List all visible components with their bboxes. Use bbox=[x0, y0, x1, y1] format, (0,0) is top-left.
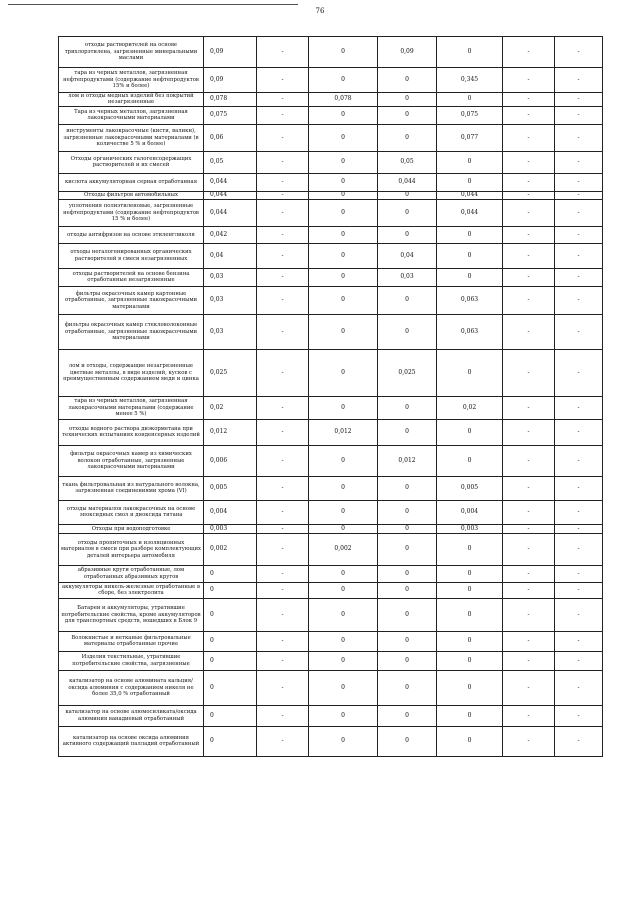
value-cell-c4: 0 bbox=[378, 582, 437, 598]
value-cell-c2: - bbox=[257, 419, 309, 445]
value-cell-c7: - bbox=[555, 524, 603, 533]
value-cell-c6: - bbox=[503, 93, 555, 107]
waste-name-cell: катализатор на основе алюмосиликата/оксида алюминия ванадиевый отработанный bbox=[59, 705, 204, 726]
value-cell-c3: 0 bbox=[309, 106, 378, 124]
value-cell-c1: 0,078 bbox=[204, 93, 257, 107]
value-cell-c3: 0 bbox=[309, 524, 378, 533]
value-cell-c7: - bbox=[555, 106, 603, 124]
value-cell-c3: 0 bbox=[309, 445, 378, 476]
table-body bbox=[59, 37, 603, 757]
value-cell-c3: 0 bbox=[309, 582, 378, 598]
value-cell-c5: 0 bbox=[437, 37, 503, 68]
value-cell-c1: 0,012 bbox=[204, 419, 257, 445]
waste-name-cell: абразивные круги отработанные, лом отработанных абразивных кругов bbox=[59, 565, 204, 582]
value-cell-c3: 0 bbox=[309, 243, 378, 268]
table-row bbox=[59, 582, 603, 598]
value-cell-c3: 0 bbox=[309, 314, 378, 349]
value-cell-c3: 0 bbox=[309, 199, 378, 226]
value-cell-c6: - bbox=[503, 500, 555, 524]
value-cell-c4: 0 bbox=[378, 314, 437, 349]
value-cell-c7: - bbox=[555, 37, 603, 68]
waste-name-cell: отходы растворителей на основе бензина отработанные незагрязненные bbox=[59, 268, 204, 286]
value-cell-c1: 0,03 bbox=[204, 286, 257, 314]
value-cell-c5: 0 bbox=[437, 226, 503, 243]
table-row bbox=[59, 726, 603, 756]
value-cell-c3: 0 bbox=[309, 68, 378, 93]
value-cell-c6: - bbox=[503, 243, 555, 268]
value-cell-c7: - bbox=[555, 226, 603, 243]
value-cell-c1: 0,09 bbox=[204, 68, 257, 93]
waste-name-cell: отходы пропиточных и изоляционных материалов в смеси при разборе комплектующих деталей интерьера автомобиля bbox=[59, 533, 204, 565]
value-cell-c3: 0,012 bbox=[309, 419, 378, 445]
value-cell-c4: 0 bbox=[378, 670, 437, 705]
value-cell-c5: 0,063 bbox=[437, 286, 503, 314]
value-cell-c4: 0,012 bbox=[378, 445, 437, 476]
table-row bbox=[59, 286, 603, 314]
value-cell-c6: - bbox=[503, 106, 555, 124]
value-cell-c6: - bbox=[503, 396, 555, 419]
value-cell-c2: - bbox=[257, 476, 309, 500]
value-cell-c2: - bbox=[257, 199, 309, 226]
waste-name-cell: отходы растворителей на основе трихлорэтилена, загрязненные минеральными маслами bbox=[59, 37, 204, 68]
value-cell-c2: - bbox=[257, 173, 309, 191]
value-cell-c3: 0,078 bbox=[309, 93, 378, 107]
value-cell-c2: - bbox=[257, 314, 309, 349]
waste-name-cell: Батареи и аккумуляторы, утратившие потребительские свойства, кроме аккумуляторов для транспортных средств, вошедших в Блок 9 bbox=[59, 598, 204, 631]
waste-name-cell: фильтры окрасочных камер из химических волокон отработанные, загрязненные лакокрасочными материалами bbox=[59, 445, 204, 476]
waste-name-cell: кислота аккумуляторная серная отработанная bbox=[59, 173, 204, 191]
table-row bbox=[59, 598, 603, 631]
waste-name-cell: катализатор на основе оксида алюминия активного содержащий палладий отработанный bbox=[59, 726, 204, 756]
value-cell-c2: - bbox=[257, 151, 309, 173]
value-cell-c6: - bbox=[503, 533, 555, 565]
value-cell-c2: - bbox=[257, 191, 309, 199]
value-cell-c4: 0 bbox=[378, 651, 437, 670]
value-cell-c5: 0,044 bbox=[437, 199, 503, 226]
value-cell-c1: 0,002 bbox=[204, 533, 257, 565]
value-cell-c6: - bbox=[503, 524, 555, 533]
value-cell-c2: - bbox=[257, 598, 309, 631]
value-cell-c5: 0 bbox=[437, 349, 503, 396]
value-cell-c3: 0 bbox=[309, 565, 378, 582]
value-cell-c2: - bbox=[257, 705, 309, 726]
value-cell-c2: - bbox=[257, 445, 309, 476]
waste-name-cell: лом и отходы медных изделий без покрытий незагрязненные bbox=[59, 93, 204, 107]
value-cell-c3: 0 bbox=[309, 349, 378, 396]
value-cell-c2: - bbox=[257, 106, 309, 124]
value-cell-c3: 0 bbox=[309, 124, 378, 151]
waste-name-cell: отходы негалогенированных органических растворителей в смеси незагрязненных bbox=[59, 243, 204, 268]
value-cell-c5: 0,075 bbox=[437, 106, 503, 124]
value-cell-c2: - bbox=[257, 524, 309, 533]
value-cell-c7: - bbox=[555, 349, 603, 396]
value-cell-c2: - bbox=[257, 582, 309, 598]
value-cell-c6: - bbox=[503, 445, 555, 476]
value-cell-c6: - bbox=[503, 286, 555, 314]
value-cell-c4: 0 bbox=[378, 476, 437, 500]
value-cell-c5: 0 bbox=[437, 268, 503, 286]
top-rule bbox=[8, 4, 298, 5]
value-cell-c4: 0 bbox=[378, 631, 437, 651]
value-cell-c1: 0,05 bbox=[204, 151, 257, 173]
value-cell-c3: 0 bbox=[309, 500, 378, 524]
value-cell-c5: 0 bbox=[437, 243, 503, 268]
waste-name-cell: тара из черных металлов, загрязненная нефтепродуктами (содержание нефтепродуктов 15% и более) bbox=[59, 68, 204, 93]
table-row bbox=[59, 419, 603, 445]
value-cell-c4: 0 bbox=[378, 226, 437, 243]
value-cell-c7: - bbox=[555, 582, 603, 598]
waste-name-cell: отходы водного раствора диэкорметана при технических испытаниях конденсерных изделий bbox=[59, 419, 204, 445]
value-cell-c5: 0,004 bbox=[437, 500, 503, 524]
table-row bbox=[59, 705, 603, 726]
value-cell-c4: 0,04 bbox=[378, 243, 437, 268]
value-cell-c4: 0,09 bbox=[378, 37, 437, 68]
value-cell-c1: 0,02 bbox=[204, 396, 257, 419]
waste-name-cell: Отходы фильтров автомобильных bbox=[59, 191, 204, 199]
value-cell-c5: 0 bbox=[437, 705, 503, 726]
value-cell-c3: 0 bbox=[309, 37, 378, 68]
value-cell-c2: - bbox=[257, 349, 309, 396]
value-cell-c3: 0 bbox=[309, 151, 378, 173]
value-cell-c3: 0 bbox=[309, 191, 378, 199]
value-cell-c5: 0 bbox=[437, 445, 503, 476]
value-cell-c6: - bbox=[503, 173, 555, 191]
table-row bbox=[59, 670, 603, 705]
value-cell-c4: 0 bbox=[378, 705, 437, 726]
table-row bbox=[59, 226, 603, 243]
waste-name-cell: ткань фильтровальная из натурального волокна, загрязненная соединениями хрома (VI) bbox=[59, 476, 204, 500]
table-row bbox=[59, 37, 603, 68]
value-cell-c5: 0 bbox=[437, 670, 503, 705]
value-cell-c7: - bbox=[555, 151, 603, 173]
value-cell-c7: - bbox=[555, 243, 603, 268]
value-cell-c6: - bbox=[503, 191, 555, 199]
value-cell-c7: - bbox=[555, 396, 603, 419]
value-cell-c4: 0 bbox=[378, 199, 437, 226]
value-cell-c6: - bbox=[503, 68, 555, 93]
value-cell-c4: 0 bbox=[378, 124, 437, 151]
value-cell-c2: - bbox=[257, 726, 309, 756]
table-row bbox=[59, 243, 603, 268]
value-cell-c6: - bbox=[503, 268, 555, 286]
value-cell-c6: - bbox=[503, 670, 555, 705]
value-cell-c7: - bbox=[555, 476, 603, 500]
value-cell-c7: - bbox=[555, 651, 603, 670]
value-cell-c6: - bbox=[503, 124, 555, 151]
value-cell-c7: - bbox=[555, 445, 603, 476]
waste-name-cell: тара из черных металлов, загрязненная лакокрасочными материалами (содержание менее 5 %) bbox=[59, 396, 204, 419]
value-cell-c7: - bbox=[555, 199, 603, 226]
table-row bbox=[59, 191, 603, 199]
value-cell-c6: - bbox=[503, 726, 555, 756]
value-cell-c3: 0 bbox=[309, 670, 378, 705]
value-cell-c3: 0 bbox=[309, 631, 378, 651]
table-row bbox=[59, 173, 603, 191]
value-cell-c2: - bbox=[257, 670, 309, 705]
value-cell-c7: - bbox=[555, 726, 603, 756]
value-cell-c1: 0,09 bbox=[204, 37, 257, 68]
table-row bbox=[59, 349, 603, 396]
value-cell-c5: 0 bbox=[437, 565, 503, 582]
value-cell-c1: 0,005 bbox=[204, 476, 257, 500]
waste-table bbox=[58, 36, 603, 757]
value-cell-c3: 0 bbox=[309, 705, 378, 726]
waste-name-cell: уплотнения полиэтиленовые, загрязненные нефтепродуктами (содержание нефтепродуктов 15 % и более) bbox=[59, 199, 204, 226]
value-cell-c5: 0 bbox=[437, 598, 503, 631]
value-cell-c5: 0 bbox=[437, 151, 503, 173]
value-cell-c7: - bbox=[555, 670, 603, 705]
table-row bbox=[59, 106, 603, 124]
value-cell-c7: - bbox=[555, 533, 603, 565]
value-cell-c1: 0,06 bbox=[204, 124, 257, 151]
value-cell-c5: 0,044 bbox=[437, 191, 503, 199]
value-cell-c6: - bbox=[503, 651, 555, 670]
value-cell-c6: - bbox=[503, 314, 555, 349]
value-cell-c7: - bbox=[555, 565, 603, 582]
value-cell-c5: 0 bbox=[437, 533, 503, 565]
value-cell-c7: - bbox=[555, 705, 603, 726]
value-cell-c4: 0 bbox=[378, 106, 437, 124]
value-cell-c4: 0 bbox=[378, 419, 437, 445]
value-cell-c6: - bbox=[503, 226, 555, 243]
waste-name-cell: Отходы органических галогенсодержащих растворителей и их смесей bbox=[59, 151, 204, 173]
value-cell-c2: - bbox=[257, 124, 309, 151]
waste-name-cell: фильтры окрасочных камер стекловолоконные отработанные, загрязненные лакокрасочными материалами bbox=[59, 314, 204, 349]
value-cell-c7: - bbox=[555, 93, 603, 107]
value-cell-c3: 0,002 bbox=[309, 533, 378, 565]
value-cell-c4: 0 bbox=[378, 726, 437, 756]
value-cell-c2: - bbox=[257, 565, 309, 582]
value-cell-c7: - bbox=[555, 191, 603, 199]
value-cell-c1: 0,044 bbox=[204, 199, 257, 226]
value-cell-c2: - bbox=[257, 243, 309, 268]
value-cell-c1: 0 bbox=[204, 565, 257, 582]
value-cell-c4: 0,044 bbox=[378, 173, 437, 191]
table-row bbox=[59, 631, 603, 651]
value-cell-c7: - bbox=[555, 598, 603, 631]
value-cell-c2: - bbox=[257, 68, 309, 93]
table-row bbox=[59, 124, 603, 151]
value-cell-c3: 0 bbox=[309, 598, 378, 631]
value-cell-c3: 0 bbox=[309, 268, 378, 286]
value-cell-c2: - bbox=[257, 226, 309, 243]
value-cell-c6: - bbox=[503, 151, 555, 173]
value-cell-c1: 0,03 bbox=[204, 268, 257, 286]
table-row bbox=[59, 524, 603, 533]
waste-name-cell: Тара из черных металлов, загрязненная лакокрасочными материалами bbox=[59, 106, 204, 124]
value-cell-c1: 0,003 bbox=[204, 524, 257, 533]
value-cell-c5: 0,063 bbox=[437, 314, 503, 349]
waste-name-cell: отходы антифризов на основе этиленгликоля bbox=[59, 226, 204, 243]
value-cell-c1: 0,044 bbox=[204, 191, 257, 199]
value-cell-c2: - bbox=[257, 500, 309, 524]
value-cell-c6: - bbox=[503, 598, 555, 631]
table-row bbox=[59, 314, 603, 349]
waste-name-cell: Волокнистые и нетканые фильтровальные материалы отработанные прочие bbox=[59, 631, 204, 651]
value-cell-c7: - bbox=[555, 500, 603, 524]
value-cell-c5: 0 bbox=[437, 419, 503, 445]
value-cell-c5: 0 bbox=[437, 582, 503, 598]
value-cell-c6: - bbox=[503, 582, 555, 598]
value-cell-c3: 0 bbox=[309, 396, 378, 419]
waste-name-cell: фильтры окрасочных камер картонные отработанные, загрязненные лакокрасочными материалами bbox=[59, 286, 204, 314]
table-row bbox=[59, 476, 603, 500]
waste-name-cell: инструменты лакокрасочные (кисти, валики), загрязненные лакокрасочными материалами (в количестве 5 % и более) bbox=[59, 124, 204, 151]
value-cell-c7: - bbox=[555, 419, 603, 445]
value-cell-c2: - bbox=[257, 37, 309, 68]
waste-name-cell: Изделия текстильные, утратившие потребительские свойства, загрязненные bbox=[59, 651, 204, 670]
value-cell-c3: 0 bbox=[309, 476, 378, 500]
waste-name-cell: отходы материалов лакокрасочных на основе эпоксидных смол и диоксида титана bbox=[59, 500, 204, 524]
value-cell-c6: - bbox=[503, 476, 555, 500]
value-cell-c1: 0,044 bbox=[204, 173, 257, 191]
value-cell-c5: 0,077 bbox=[437, 124, 503, 151]
value-cell-c3: 0 bbox=[309, 286, 378, 314]
value-cell-c7: - bbox=[555, 286, 603, 314]
value-cell-c4: 0 bbox=[378, 565, 437, 582]
value-cell-c1: 0 bbox=[204, 705, 257, 726]
value-cell-c1: 0,025 bbox=[204, 349, 257, 396]
value-cell-c1: 0 bbox=[204, 651, 257, 670]
waste-name-cell: лом и отходы, содержащие незагрязненные цветные металлы, в виде изделий, кусков с преимущественным содержанием меди и цинка bbox=[59, 349, 204, 396]
table-row bbox=[59, 533, 603, 565]
value-cell-c4: 0 bbox=[378, 524, 437, 533]
value-cell-c6: - bbox=[503, 349, 555, 396]
table-row bbox=[59, 199, 603, 226]
value-cell-c1: 0 bbox=[204, 598, 257, 631]
value-cell-c5: 0,005 bbox=[437, 476, 503, 500]
value-cell-c2: - bbox=[257, 93, 309, 107]
value-cell-c3: 0 bbox=[309, 726, 378, 756]
table-row bbox=[59, 268, 603, 286]
value-cell-c4: 0 bbox=[378, 500, 437, 524]
value-cell-c6: - bbox=[503, 705, 555, 726]
value-cell-c7: - bbox=[555, 631, 603, 651]
page-number: 76 bbox=[315, 7, 325, 15]
value-cell-c2: - bbox=[257, 286, 309, 314]
table-row bbox=[59, 500, 603, 524]
table-row bbox=[59, 651, 603, 670]
value-cell-c2: - bbox=[257, 533, 309, 565]
value-cell-c2: - bbox=[257, 651, 309, 670]
value-cell-c4: 0 bbox=[378, 396, 437, 419]
value-cell-c5: 0 bbox=[437, 651, 503, 670]
waste-name-cell: Отходы при водоподготовке bbox=[59, 524, 204, 533]
value-cell-c4: 0,025 bbox=[378, 349, 437, 396]
value-cell-c3: 0 bbox=[309, 226, 378, 243]
value-cell-c4: 0 bbox=[378, 191, 437, 199]
value-cell-c1: 0,075 bbox=[204, 106, 257, 124]
value-cell-c5: 0,003 bbox=[437, 524, 503, 533]
value-cell-c1: 0,042 bbox=[204, 226, 257, 243]
waste-name-cell: катализатор на основе алюмината кальция/оксида алюминия с содержанием никеля не более 35,0 % отработанный bbox=[59, 670, 204, 705]
table-row bbox=[59, 445, 603, 476]
value-cell-c4: 0 bbox=[378, 93, 437, 107]
value-cell-c2: - bbox=[257, 268, 309, 286]
value-cell-c7: - bbox=[555, 314, 603, 349]
value-cell-c4: 0 bbox=[378, 598, 437, 631]
value-cell-c5: 0 bbox=[437, 173, 503, 191]
value-cell-c4: 0,05 bbox=[378, 151, 437, 173]
value-cell-c1: 0,04 bbox=[204, 243, 257, 268]
value-cell-c1: 0,03 bbox=[204, 314, 257, 349]
value-cell-c5: 0,345 bbox=[437, 68, 503, 93]
value-cell-c1: 0,004 bbox=[204, 500, 257, 524]
value-cell-c4: 0 bbox=[378, 286, 437, 314]
value-cell-c5: 0 bbox=[437, 93, 503, 107]
value-cell-c6: - bbox=[503, 419, 555, 445]
value-cell-c6: - bbox=[503, 565, 555, 582]
value-cell-c7: - bbox=[555, 124, 603, 151]
value-cell-c1: 0 bbox=[204, 670, 257, 705]
value-cell-c5: 0 bbox=[437, 631, 503, 651]
table-row bbox=[59, 565, 603, 582]
value-cell-c1: 0 bbox=[204, 582, 257, 598]
table-row bbox=[59, 93, 603, 107]
table-row bbox=[59, 396, 603, 419]
value-cell-c6: - bbox=[503, 37, 555, 68]
value-cell-c1: 0 bbox=[204, 726, 257, 756]
value-cell-c6: - bbox=[503, 631, 555, 651]
value-cell-c3: 0 bbox=[309, 651, 378, 670]
table-row bbox=[59, 151, 603, 173]
value-cell-c7: - bbox=[555, 173, 603, 191]
value-cell-c7: - bbox=[555, 268, 603, 286]
value-cell-c3: 0 bbox=[309, 173, 378, 191]
value-cell-c5: 0 bbox=[437, 726, 503, 756]
value-cell-c4: 0 bbox=[378, 68, 437, 93]
value-cell-c6: - bbox=[503, 199, 555, 226]
value-cell-c7: - bbox=[555, 68, 603, 93]
value-cell-c1: 0 bbox=[204, 631, 257, 651]
value-cell-c2: - bbox=[257, 631, 309, 651]
table-row bbox=[59, 68, 603, 93]
value-cell-c1: 0,006 bbox=[204, 445, 257, 476]
value-cell-c4: 0,03 bbox=[378, 268, 437, 286]
value-cell-c5: 0,02 bbox=[437, 396, 503, 419]
value-cell-c2: - bbox=[257, 396, 309, 419]
value-cell-c4: 0 bbox=[378, 533, 437, 565]
waste-name-cell: аккумуляторы никель-железные отработанные в сборе, без электролита bbox=[59, 582, 204, 598]
